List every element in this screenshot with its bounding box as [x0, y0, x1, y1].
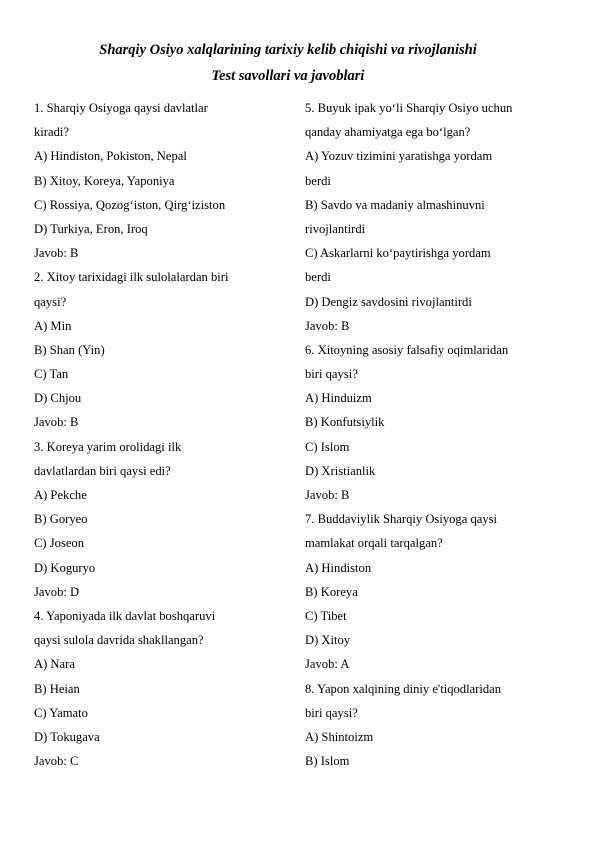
text-line: davlatlardan biri qaysi edi? [34, 463, 171, 478]
text-line: A) Min [34, 318, 72, 333]
text-line: D) Xitoy [305, 633, 351, 648]
text-line: D) Turkiya, Eron, Iroq [34, 221, 148, 236]
text-line: B) Xitoy, Koreya, Yaponiya [34, 173, 175, 188]
text-line: B) Konfutsiylik [305, 415, 385, 430]
text-line: berdi [305, 270, 331, 285]
text-line: qaysi? [34, 294, 67, 309]
text-line: 7. Buddaviylik Sharqiy Osiyoga qaysi [305, 512, 498, 527]
text-line: D) Tokugava [34, 729, 100, 744]
text-line: 6. Xitoyning asosiy falsafiy oqimlaridan [305, 342, 509, 357]
text-line: B) Savdo va madaniy almashinuvni [305, 197, 485, 212]
text-line: C) Rossiya, Qozog‘iston, Qirg‘iziston [34, 197, 226, 212]
text-line: B) Koreya [305, 584, 358, 599]
text-line: C) Tibet [305, 608, 347, 623]
text-line: C) Yamato [34, 705, 88, 720]
text-line: 1. Sharqiy Osiyoga qaysi davlatlar [34, 101, 208, 115]
text-line: qaysi sulola davrida shakllangan? [34, 633, 204, 648]
text-line: berdi [305, 173, 331, 188]
text-line: 5. Buyuk ipak yo‘li Sharqiy Osiyo uchun [305, 101, 513, 115]
text-line: A) Nara [34, 657, 75, 672]
text-line: A) Hindiston [305, 560, 372, 575]
text-line: qanday ahamiyatga ega bo‘lgan? [305, 125, 471, 140]
text-line: A) Yozuv tizimini yaratishga yordam [305, 149, 493, 164]
text-line: 4. Yaponiyada ilk davlat boshqaruvi [34, 608, 216, 623]
text-line: C) Joseon [34, 536, 85, 551]
text-line: Javob: D [34, 584, 80, 599]
text-line: A) Hinduizm [305, 391, 372, 406]
text-line: biri qaysi? [305, 705, 358, 720]
text-line: C) Tan [34, 367, 69, 382]
text-line: Javob: B [34, 415, 79, 430]
text-line: Javob: C [34, 754, 79, 769]
text-line: D) Dengiz savdosini rivojlantirdi [305, 294, 472, 309]
text-line: D) Xristianlik [305, 463, 376, 478]
text-line: C) Islom [305, 439, 350, 454]
text-line: B) Islom [305, 754, 350, 769]
text-line: C) Askarlarni ko‘paytirishga yordam [305, 246, 491, 261]
text-line: D) Chjou [34, 391, 82, 406]
text-line: A) Pekche [34, 488, 87, 502]
text-line: B) Goryeo [34, 512, 88, 527]
text-line: A) Shintoizm [305, 729, 374, 744]
text-line: Javob: B [34, 246, 79, 261]
text-line: rivojlantirdi [305, 221, 366, 236]
left-column [34, 96, 274, 773]
text-line: kiradi? [34, 125, 69, 140]
text-line: A) Hindiston, Pokiston, Nepal [34, 149, 187, 164]
text-line: B) Shan (Yin) [34, 342, 105, 357]
document-title: Sharqiy Osiyo xalqlarining tarixiy kelib chiqishi va rivojlanishi [99, 42, 477, 58]
text-line: 2. Xitoy tarixidagi ilk sulolalardan biri [34, 270, 229, 285]
text-line: Javob: B [305, 488, 350, 502]
text-line: D) Koguryo [34, 560, 96, 575]
right-column [305, 96, 545, 773]
text-line: Javob: B [305, 318, 350, 333]
text-line: Javob: A [305, 657, 350, 672]
document-subtitle: Test savollari va javoblari [211, 68, 365, 84]
text-line: mamlakat orqali tarqalgan? [305, 536, 443, 551]
text-line: 3. Koreya yarim orolidagi ilk [34, 439, 182, 454]
text-line: B) Heian [34, 681, 80, 696]
text-line: biri qaysi? [305, 367, 358, 382]
text-line: 8. Yapon xalqining diniy e'tiqodlaridan [305, 681, 502, 696]
